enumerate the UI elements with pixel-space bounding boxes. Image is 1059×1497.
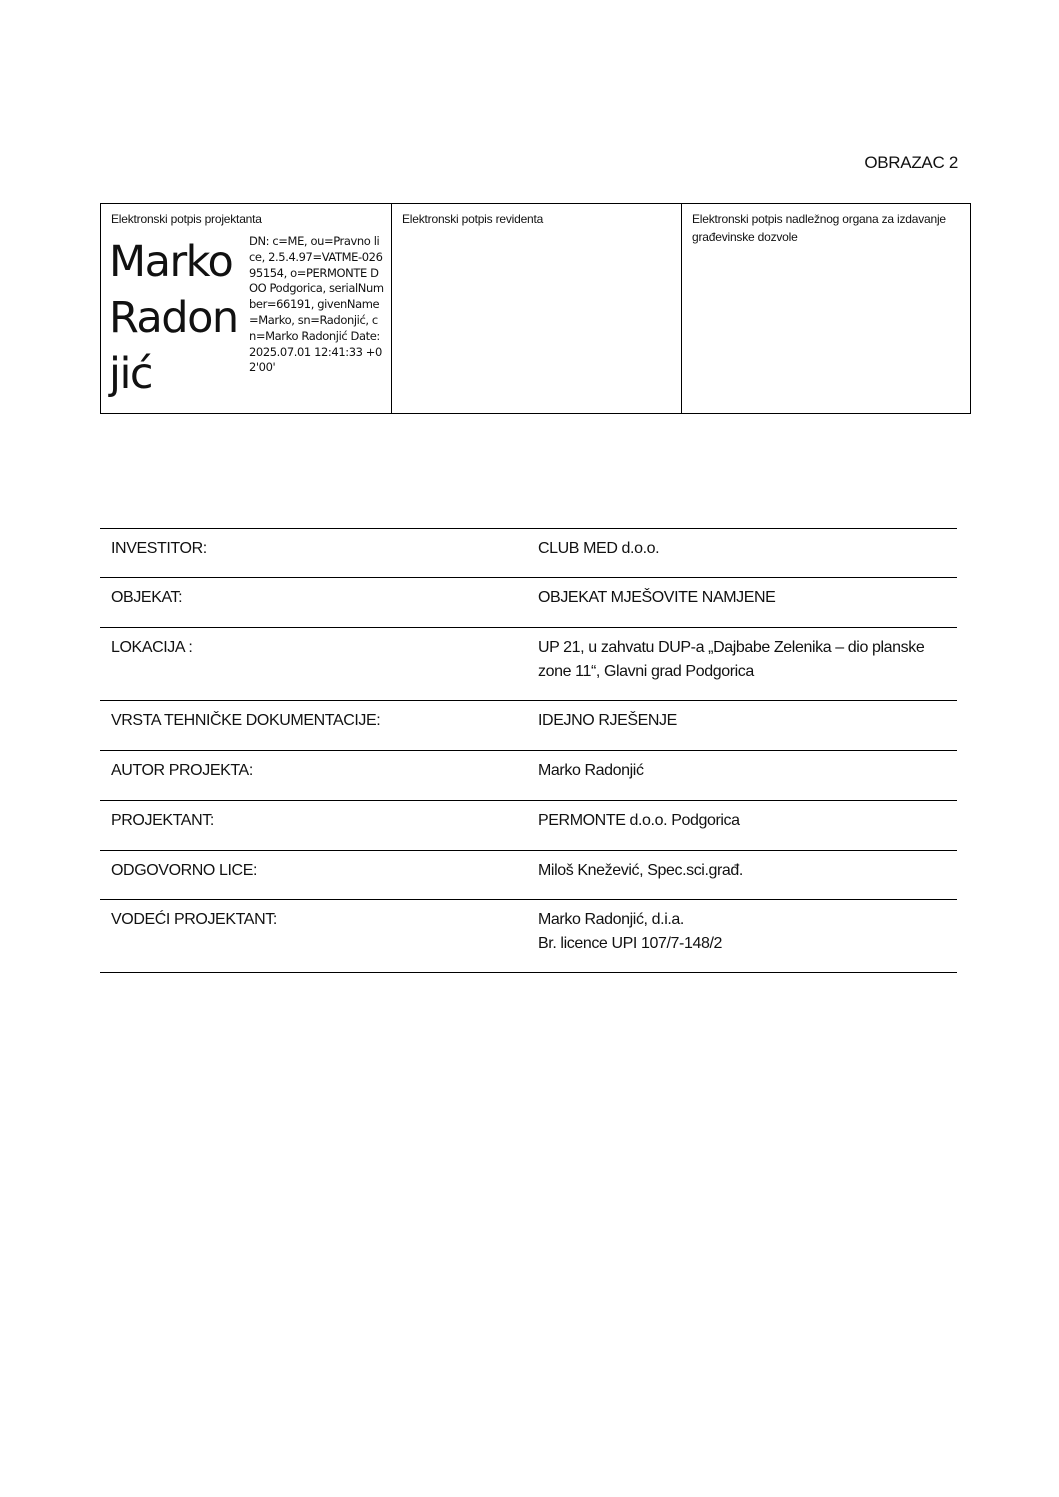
project-info-table xyxy=(100,528,957,973)
signature-table xyxy=(100,203,971,414)
info-row-lokacija xyxy=(100,628,957,701)
info-value: Miloš Knežević, Spec.sci.građ. xyxy=(538,862,743,879)
info-row-projektant xyxy=(100,801,957,851)
info-value: Marko Radonjić xyxy=(538,762,644,779)
form-label: OBRAZAC 2 xyxy=(864,153,958,172)
info-value xyxy=(528,900,957,972)
info-row-objekat xyxy=(100,578,957,628)
info-value: PERMONTE d.o.o. Podgorica xyxy=(538,812,740,829)
info-key: VODEĆI PROJEKTANT: xyxy=(111,911,277,928)
info-key: OBJEKAT: xyxy=(111,589,183,606)
info-key: INVESTITOR: xyxy=(111,540,207,557)
designer-signature-cell xyxy=(101,204,391,413)
info-row-investitor xyxy=(100,529,957,578)
authority-signature-title: Elektronski potpis nadležnog organa za izdavanje građevinske dozvole xyxy=(692,212,946,244)
signer-name: Marko Radonjić xyxy=(109,237,238,399)
authority-signature-cell xyxy=(681,204,970,413)
info-key: ODGOVORNO LICE: xyxy=(111,862,258,879)
info-value: OBJEKAT MJEŠOVITE NAMJENE xyxy=(538,589,776,606)
reviewer-signature-cell xyxy=(391,204,681,413)
info-value-line: Marko Radonjić, d.i.a. xyxy=(538,911,684,928)
info-value: UP 21, u zahvatu DUP-a „Dajbabe Zelenika – dio planske zone 11“, Glavni grad Podgorica xyxy=(538,639,925,680)
designer-signature-title: Elektronski potpis projektanta xyxy=(111,212,262,226)
license-number: Br. licence UPI 107/7-148/2 xyxy=(538,935,722,952)
info-value: IDEJNO RJEŠENJE xyxy=(538,712,677,729)
info-row-odgovorno-lice xyxy=(100,851,957,900)
info-row-autor xyxy=(100,751,957,801)
info-key: AUTOR PROJEKTA: xyxy=(111,762,253,779)
info-key: LOKACIJA : xyxy=(111,639,193,656)
info-key: PROJEKTANT: xyxy=(111,812,214,829)
signer-distinguished-name: DN: c=ME, ou=Pravno lice, 2.5.4.97=VATME-02695154, o=PERMONTE DOO Podgorica, serialNumber=66191, givenName=Marko, sn=Radonjić, cn=Marko Radonjić Date: 2025.07.01 12:41:33 +02'00' xyxy=(249,234,384,375)
info-row-vrsta xyxy=(100,701,957,751)
info-row-vodeci-projektant xyxy=(100,900,957,973)
info-key: VRSTA TEHNIČKE DOKUMENTACIJE: xyxy=(111,712,381,729)
info-value: CLUB MED d.o.o. xyxy=(538,540,660,557)
reviewer-signature-title: Elektronski potpis revidenta xyxy=(402,212,544,226)
